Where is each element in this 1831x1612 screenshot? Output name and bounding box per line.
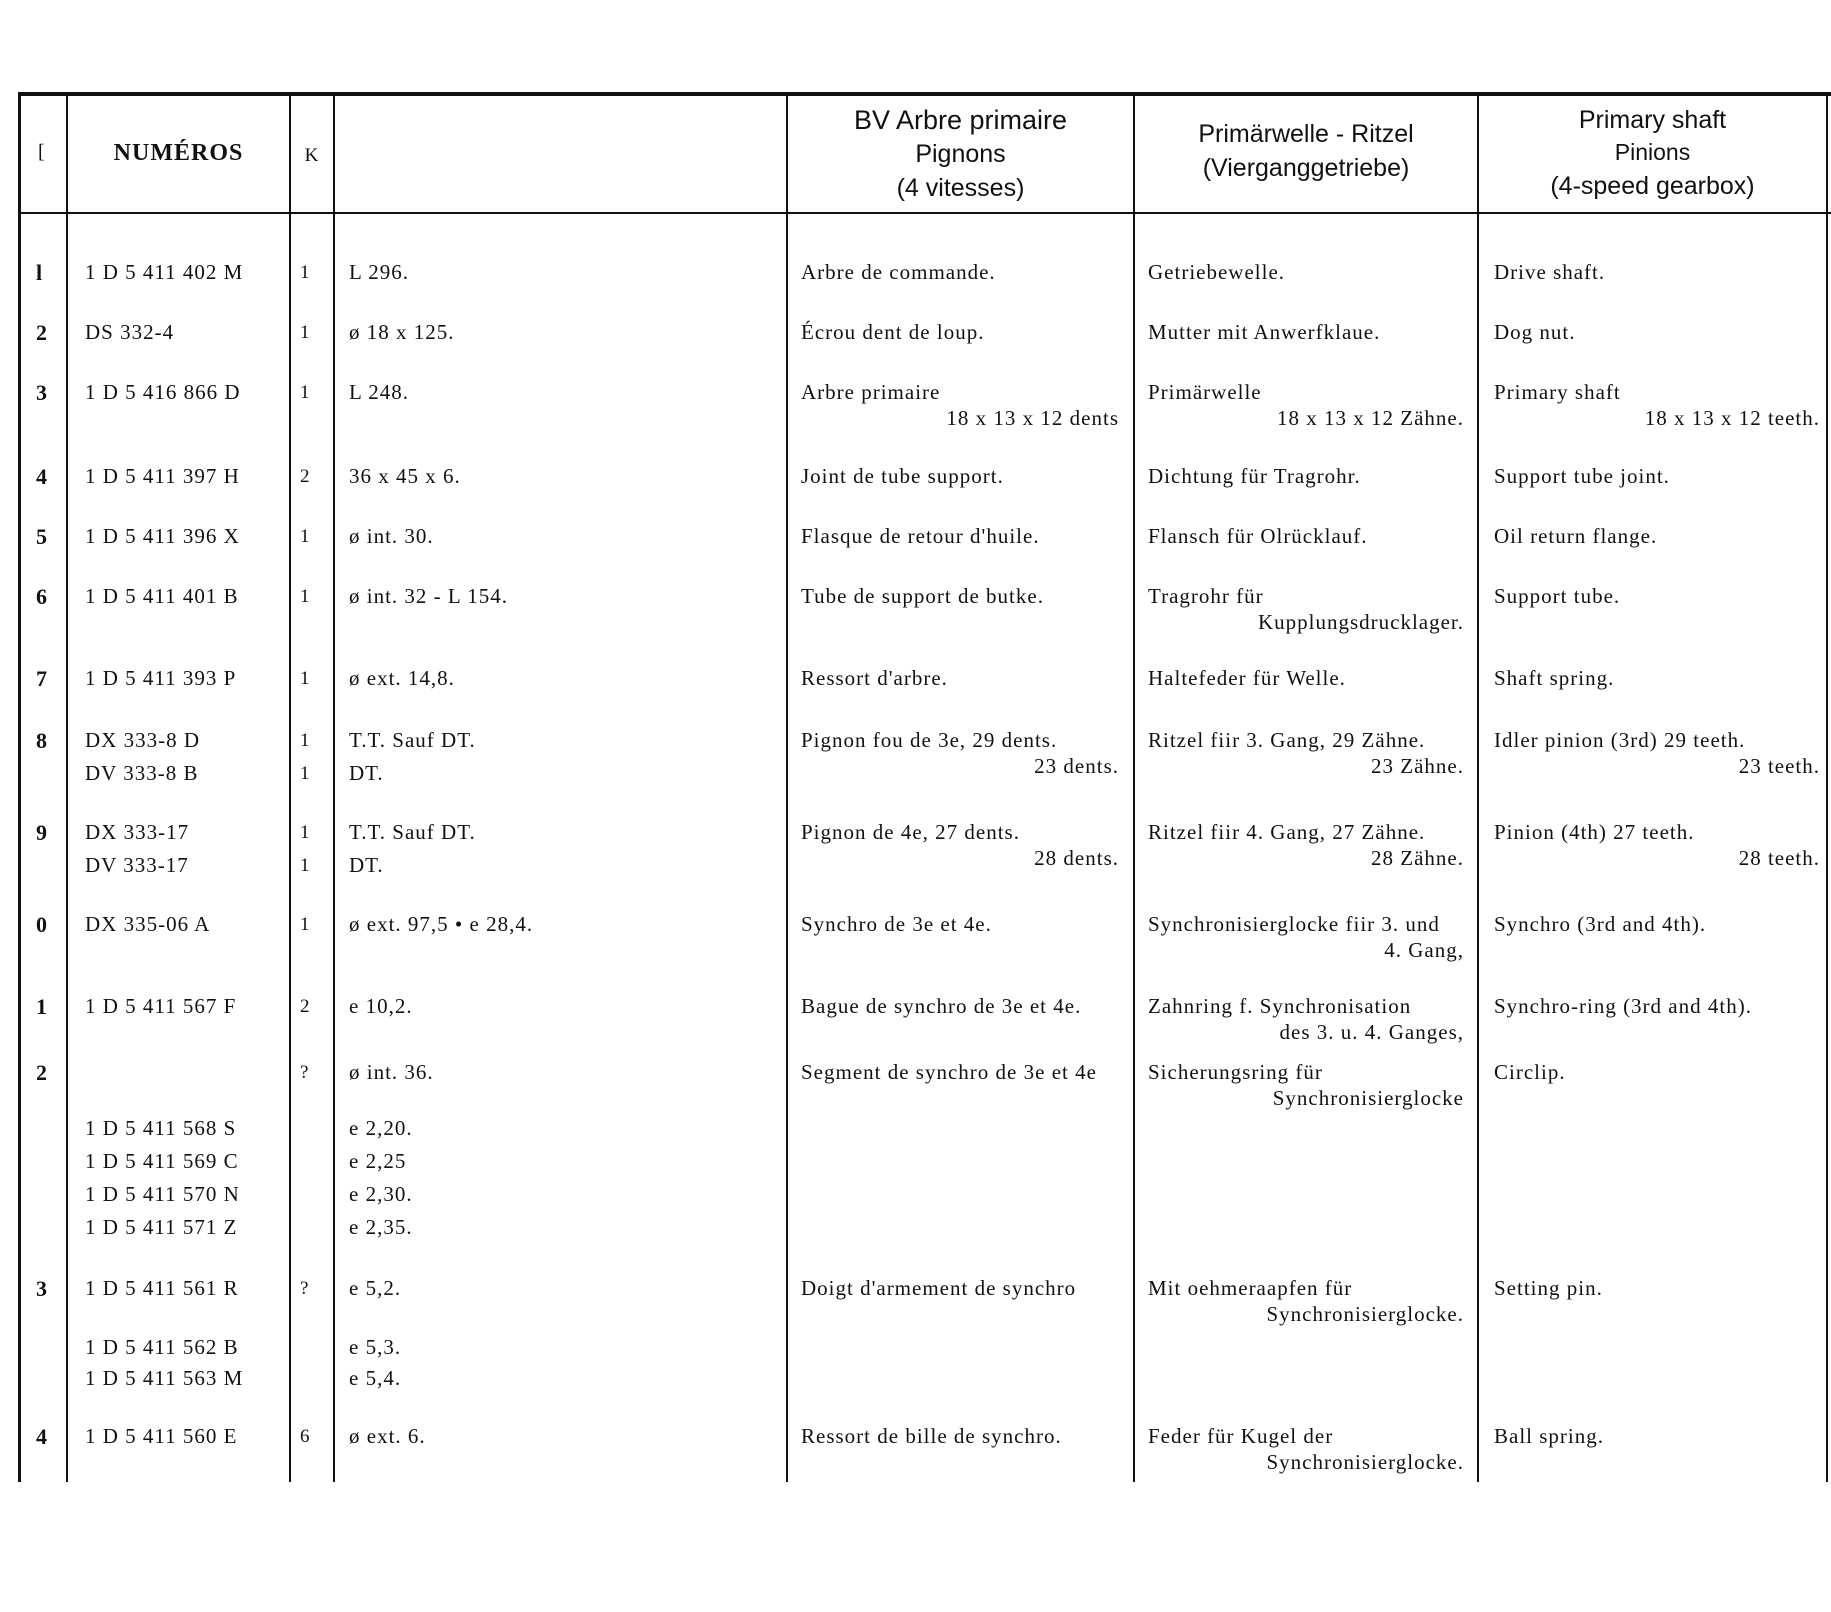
part-number: 1 D 5 411 563 M (85, 1366, 244, 1390)
description-de: 23 Zähne. (1371, 754, 1464, 778)
description-de: 28 Zähne. (1371, 846, 1464, 870)
description-de: Primärwelle (1148, 380, 1262, 404)
quantity: 1 (300, 382, 311, 403)
description-en: Shaft spring. (1494, 666, 1615, 690)
part-number: DV 333-8 B (85, 761, 199, 785)
row-ref-number: 0 (36, 912, 48, 937)
row-ref-number: 1 (36, 994, 48, 1019)
header-de-line-2: (Vierganggetriebe) (1202, 154, 1410, 182)
header-de-line-1: Primärwelle - Ritzel (1198, 120, 1414, 148)
row-ref-number: 4 (36, 464, 48, 489)
quantity: 1 (300, 586, 311, 607)
quantity: ? (300, 1062, 310, 1083)
description-fr: Pignon fou de 3e, 29 dents. (801, 728, 1058, 752)
column-rule (333, 92, 335, 1482)
description-fr: Segment de synchro de 3e et 4e (801, 1060, 1097, 1084)
description-en: Drive shaft. (1494, 260, 1606, 284)
description-de: Flansch für Olrücklauf. (1148, 524, 1368, 548)
part-number: 1 D 5 411 569 C (85, 1149, 239, 1173)
description-en: Circlip. (1494, 1060, 1566, 1084)
description-fr: Tube de support de butke. (801, 584, 1044, 608)
description-de: Sicherungsring für (1148, 1060, 1323, 1084)
quantity: 2 (300, 996, 311, 1017)
description-fr: Synchro de 3e et 4e. (801, 912, 992, 936)
column-rule (1477, 92, 1479, 1482)
part-number: 1 D 5 416 866 D (85, 380, 241, 404)
description-en: Pinion (4th) 27 teeth. (1494, 820, 1695, 844)
row-ref-number: 5 (36, 524, 48, 549)
dimension: ø ext. 97,5 • e 28,4. (349, 912, 534, 936)
header-ref: [ (38, 141, 46, 163)
description-fr: Pignon de 4e, 27 dents. (801, 820, 1020, 844)
description-fr: Ressort de bille de synchro. (801, 1424, 1062, 1448)
dimension: ø int. 30. (349, 524, 434, 548)
description-de: Synchronisierglocke. (1266, 1450, 1464, 1474)
header-fr-line-1: BV Arbre primaire (853, 105, 1068, 135)
column-rule (66, 92, 68, 1482)
description-en: 23 teeth. (1738, 754, 1820, 778)
description-en: Ball spring. (1494, 1424, 1604, 1448)
quantity: 1 (300, 668, 311, 689)
description-fr: Ressort d'arbre. (801, 666, 948, 690)
description-de: Dichtung für Tragrohr. (1148, 464, 1361, 488)
description-fr: Écrou dent de loup. (801, 320, 985, 344)
dimension: e 10,2. (349, 994, 413, 1018)
description-de: des 3. u. 4. Ganges, (1279, 1020, 1464, 1044)
column-rule (1826, 92, 1828, 1482)
description-en: Primary shaft (1494, 380, 1621, 404)
description-de: Haltefeder für Welle. (1148, 666, 1346, 690)
description-en: Synchro-ring (3rd and 4th). (1494, 994, 1752, 1018)
description-de: Feder für Kugel der (1148, 1424, 1334, 1448)
row-ref-number: l (36, 260, 44, 285)
dimension: e 2,30. (349, 1182, 413, 1206)
description-en: Setting pin. (1494, 1276, 1603, 1300)
description-en: Support tube joint. (1494, 464, 1670, 488)
part-number: 1 D 5 411 396 X (85, 524, 240, 548)
part-number: DX 335-06 A (85, 912, 211, 936)
dimension: ø ext. 6. (349, 1424, 426, 1448)
description-fr: Arbre de commande. (801, 260, 996, 284)
description-fr: Bague de synchro de 3e et 4e. (801, 994, 1082, 1018)
description-de: Getriebewelle. (1148, 260, 1286, 284)
part-number: 1 D 5 411 568 S (85, 1116, 237, 1140)
dimension: L 296. (349, 260, 410, 284)
description-de: 4. Gang, (1384, 938, 1464, 962)
description-de: Zahnring f. Synchronisation (1148, 994, 1412, 1018)
dimension: e 5,3. (349, 1335, 402, 1359)
header-en-line-1: Primary shaft (1578, 106, 1727, 134)
description-de: Synchronisierglocke (1272, 1086, 1464, 1110)
part-number: 1 D 5 411 561 R (85, 1276, 239, 1300)
quantity: 1 (300, 526, 311, 547)
description-fr: Doigt d'armement de synchro (801, 1276, 1077, 1300)
quantity: 2 (300, 466, 311, 487)
part-number: 1 D 5 411 570 N (85, 1182, 240, 1206)
dimension: ø int. 32 - L 154. (349, 584, 508, 608)
description-fr: 18 x 13 x 12 dents (946, 406, 1119, 430)
description-fr: Joint de tube support. (801, 464, 1004, 488)
description-de: 18 x 13 x 12 Zähne. (1277, 406, 1464, 430)
description-fr: Flasque de retour d'huile. (801, 524, 1040, 548)
row-ref-number: 8 (36, 728, 48, 753)
dimension: 36 x 45 x 6. (349, 464, 461, 488)
description-de: Mutter mit Anwerfklaue. (1148, 320, 1381, 344)
description-en: 28 teeth. (1738, 846, 1820, 870)
quantity: 1 (300, 763, 311, 784)
row-ref-number: 7 (36, 666, 48, 691)
description-fr: Arbre primaire (801, 380, 941, 404)
part-number: 1 D 5 411 571 Z (85, 1215, 238, 1239)
description-de: Ritzel fiir 3. Gang, 29 Zähne. (1148, 728, 1426, 752)
description-en: Dog nut. (1494, 320, 1576, 344)
part-number: DS 332-4 (85, 320, 175, 344)
quantity: 1 (300, 855, 311, 876)
part-number: 1 D 5 411 567 F (85, 994, 237, 1018)
description-de: Synchronisierglocke fiir 3. und (1148, 912, 1440, 936)
dimension: e 5,2. (349, 1276, 402, 1300)
header-en-line-2: Pinions (1614, 139, 1691, 165)
description-en: Idler pinion (3rd) 29 teeth. (1494, 728, 1746, 752)
row-ref-number: 3 (36, 380, 48, 405)
row-ref-number: 9 (36, 820, 48, 845)
part-number: 1 D 5 411 562 B (85, 1335, 239, 1359)
header-fr-line-2: Pignons (915, 140, 1006, 168)
part-number: 1 D 5 411 393 P (85, 666, 237, 690)
column-rule (289, 92, 291, 1482)
description-en: Support tube. (1494, 584, 1621, 608)
description-de: Tragrohr für (1148, 584, 1264, 608)
dimension: ø ext. 14,8. (349, 666, 455, 690)
description-en: Synchro (3rd and 4th). (1494, 912, 1707, 936)
header-en-line-3: (4-speed gearbox) (1550, 172, 1755, 200)
description-de: Ritzel fiir 4. Gang, 27 Zähne. (1148, 820, 1426, 844)
header-k: K (304, 145, 320, 166)
dimension: e 2,35. (349, 1215, 413, 1239)
row-ref-number: 3 (36, 1276, 48, 1301)
row-ref-number: 2 (36, 1060, 48, 1085)
description-de: Kupplungsdrucklager. (1257, 610, 1464, 634)
part-number: DX 333-17 (85, 820, 190, 844)
dimension: L 248. (349, 380, 410, 404)
part-number: DV 333-17 (85, 853, 189, 877)
part-number: 1 D 5 411 560 E (85, 1424, 238, 1448)
header-fr-line-3: (4 vitesses) (896, 174, 1025, 202)
row-ref-number: 4 (36, 1424, 48, 1449)
quantity: 1 (300, 262, 311, 283)
dimension: DT. (349, 853, 384, 877)
quantity: 1 (300, 822, 311, 843)
quantity: 1 (300, 730, 311, 751)
dimension: ø 18 x 125. (349, 320, 455, 344)
quantity: 6 (300, 1426, 311, 1447)
description-en: 18 x 13 x 12 teeth. (1644, 406, 1820, 430)
dimension: e 5,4. (349, 1366, 402, 1390)
row-ref-number: 2 (36, 320, 48, 345)
dimension: T.T. Sauf DT. (349, 728, 476, 752)
row-ref-number: 6 (36, 584, 48, 609)
column-rule (1133, 92, 1135, 1482)
part-number: 1 D 5 411 397 H (85, 464, 240, 488)
description-de: Mit oehmeraapfen für (1148, 1276, 1353, 1300)
dimension: DT. (349, 761, 384, 785)
description-en: Oil return flange. (1494, 524, 1658, 548)
dimension: ø int. 36. (349, 1060, 434, 1084)
dimension: e 2,25 (349, 1149, 407, 1173)
part-number: DX 333-8 D (85, 728, 200, 752)
description-fr: 23 dents. (1034, 754, 1119, 778)
dimension: T.T. Sauf DT. (349, 820, 476, 844)
column-rule (18, 92, 21, 1482)
header-numeros: NUMÉROS (113, 140, 244, 166)
dimension: e 2,20. (349, 1116, 413, 1140)
part-number: 1 D 5 411 402 M (85, 260, 244, 284)
description-de: Synchronisierglocke. (1266, 1302, 1464, 1326)
quantity: 1 (300, 322, 311, 343)
part-number: 1 D 5 411 401 B (85, 584, 239, 608)
column-rule (786, 92, 788, 1482)
quantity: ? (300, 1278, 310, 1299)
quantity: 1 (300, 914, 311, 935)
description-fr: 28 dents. (1034, 846, 1119, 870)
